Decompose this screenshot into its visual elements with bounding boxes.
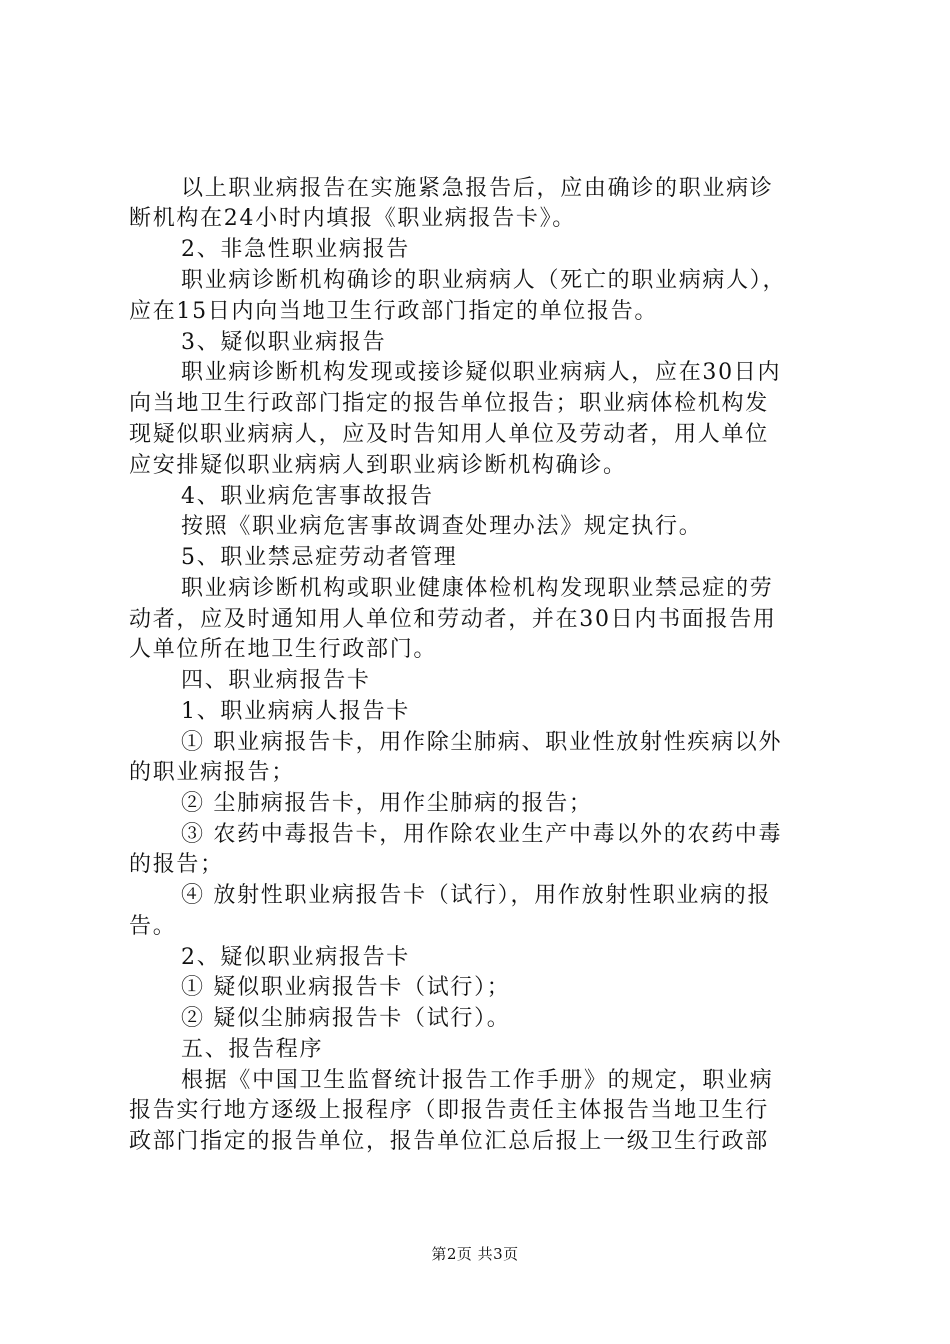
text-line: 的报告； — [129, 852, 224, 877]
section-heading: 1、职业病病人报告卡 — [181, 699, 410, 724]
text-line: 职业病诊断机构确诊的职业病病人（死亡的职业病病人）， — [181, 268, 787, 293]
list-item: ② 尘肺病报告卡，用作尘肺病的报告； — [181, 791, 593, 816]
text-line: 职业病诊断机构发现或接诊疑似职业病病人，应在30日内 — [181, 360, 782, 385]
text-line: 应安排疑似职业病病人到职业病诊断机构确诊。 — [129, 453, 627, 478]
text-line: 报告实行地方逐级上报程序（即报告责任主体报告当地卫生行 — [129, 1098, 769, 1123]
list-item: ① 职业病报告卡，用作除尘肺病、职业性放射性疾病以外 — [181, 730, 783, 755]
text-line: 断机构在24小时内填报《职业病报告卡》。 — [129, 206, 576, 231]
list-item: ② 疑似尘肺病报告卡（试行）。 — [181, 1006, 511, 1031]
text-line: 动者，应及时通知用人单位和劳动者，并在30日内书面报告用 — [129, 607, 777, 632]
section-heading: 五、报告程序 — [181, 1037, 324, 1062]
section-heading: 4、职业病危害事故报告 — [181, 484, 434, 509]
text-line: 向当地卫生行政部门指定的报告单位报告；职业病体检机构发 — [129, 391, 769, 416]
text-line: 按照《职业病危害事故调查处理办法》规定执行。 — [181, 514, 703, 539]
section-heading: 5、职业禁忌症劳动者管理 — [181, 545, 458, 570]
section-heading: 四、职业病报告卡 — [181, 668, 371, 693]
text-line: 应在15日内向当地卫生行政部门指定的单位报告。 — [129, 299, 659, 324]
list-item: ③ 农药中毒报告卡，用作除农业生产中毒以外的农药中毒 — [181, 822, 783, 847]
section-heading: 3、疑似职业病报告 — [181, 330, 387, 355]
text-line: 现疑似职业病病人，应及时告知用人单位及劳动者，用人单位 — [129, 422, 769, 447]
text-line: 政部门指定的报告单位，报告单位汇总后报上一级卫生行政部 — [129, 1129, 769, 1154]
list-item: ④ 放射性职业病报告卡（试行），用作放射性职业病的报 — [181, 883, 772, 908]
section-heading: 2、非急性职业病报告 — [181, 237, 410, 262]
section-heading: 2、疑似职业病报告卡 — [181, 945, 410, 970]
text-line: 告。 — [129, 914, 177, 939]
text-line: 职业病诊断机构或职业健康体检机构发现职业禁忌症的劳 — [181, 576, 774, 601]
list-item: ① 疑似职业病报告卡（试行）； — [181, 975, 511, 1000]
text-line: 根据《中国卫生监督统计报告工作手册》的规定，职业病 — [181, 1068, 774, 1093]
text-line: 人单位所在地卫生行政部门。 — [129, 637, 438, 662]
text-line: 的职业病报告； — [129, 760, 295, 785]
page-footer: 第2页 共3页 — [431, 1245, 519, 1263]
text-line: 以上职业病报告在实施紧急报告后，应由确诊的职业病诊 — [181, 176, 774, 201]
